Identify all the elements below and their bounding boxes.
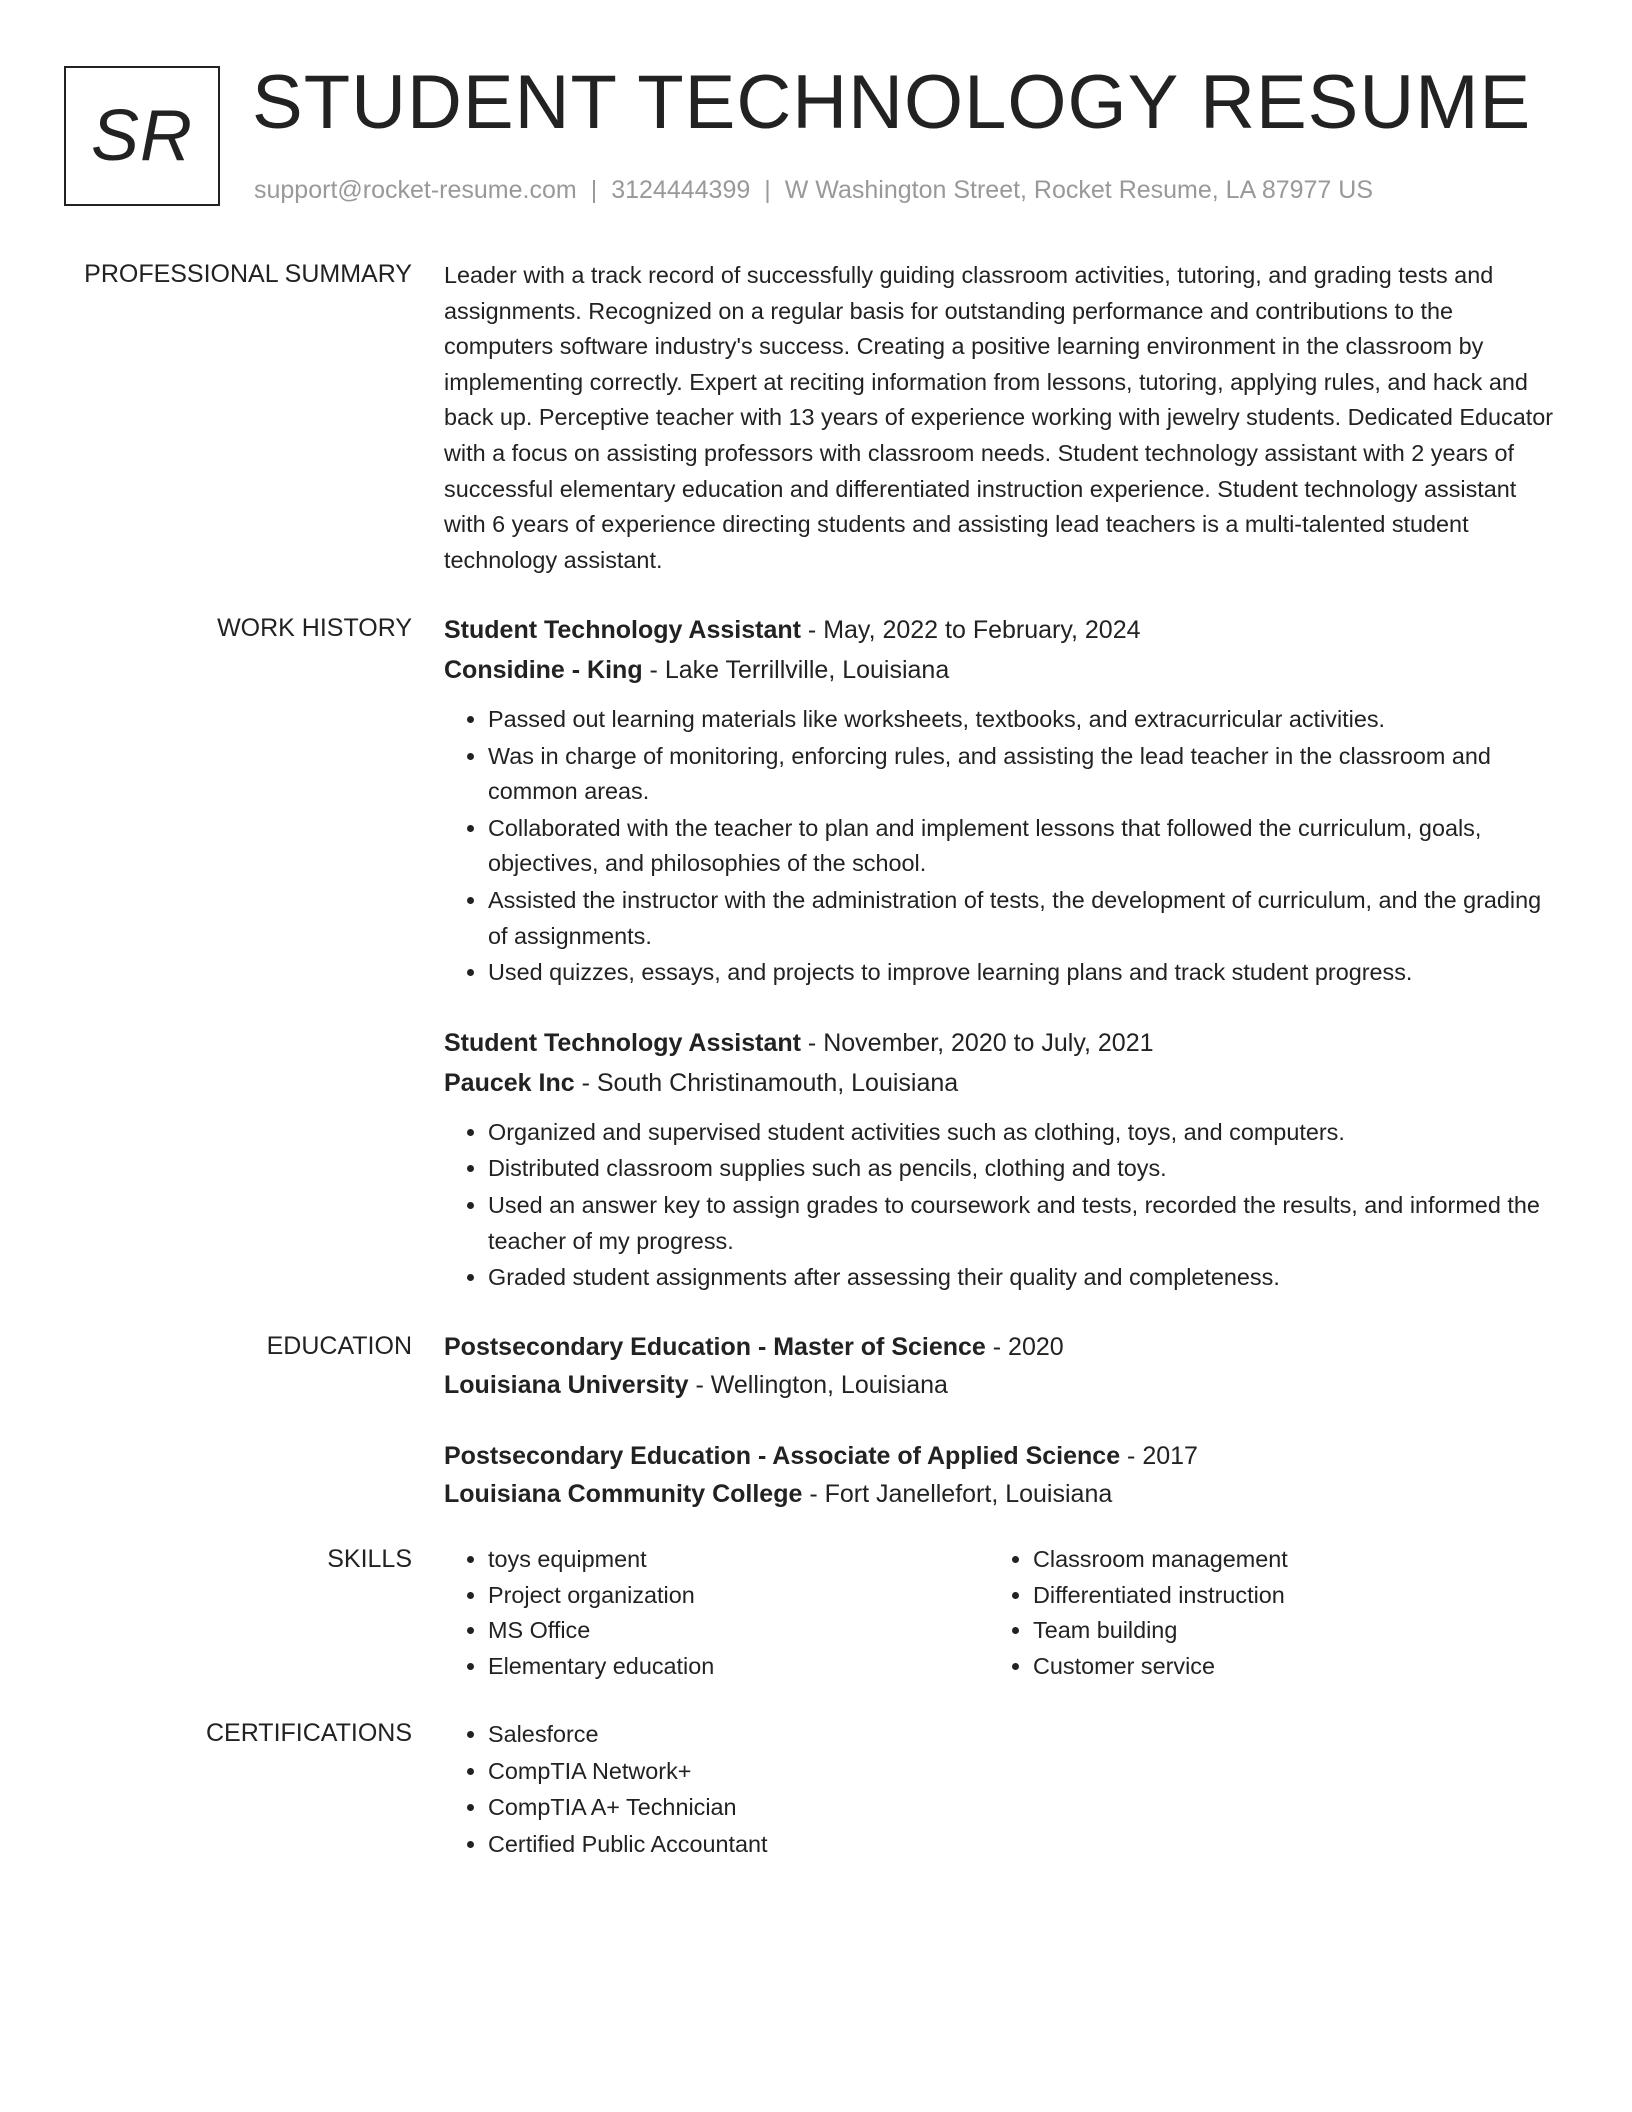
job-entry bbox=[444, 610, 1554, 991]
skill-item: • MS Office bbox=[488, 1613, 989, 1649]
list-item: • Organized and supervised student activities such as clothing, toys, and computers. bbox=[488, 1115, 1554, 1151]
job-title-line bbox=[444, 1023, 1554, 1063]
contact-phone[interactable]: 3124444399 bbox=[611, 176, 751, 204]
section-heading: CERTIFICATIONS bbox=[205, 1719, 412, 1747]
skill-item: • Differentiated instruction bbox=[1033, 1578, 1534, 1614]
job-title: Student Technology Assistant bbox=[444, 1028, 801, 1057]
education-degree-line bbox=[444, 1437, 1554, 1475]
job-dates: - May, 2022 to February, 2024 bbox=[800, 616, 1141, 644]
section-heading: SKILLS bbox=[327, 1545, 412, 1573]
skills-body bbox=[444, 1542, 1554, 1684]
job-entry bbox=[444, 1023, 1554, 1296]
education-entry bbox=[444, 1437, 1554, 1513]
contact-separator: | bbox=[764, 176, 771, 204]
resume-title: STUDENT TECHNOLOGY RESUME bbox=[252, 60, 1532, 145]
list-item: • Collaborated with the teacher to plan and implement lessons that followed the curriculum, goals, objectives, and philosophies of the school. bbox=[488, 811, 1554, 882]
education-year: - 2017 bbox=[1120, 1442, 1198, 1470]
certification-item: • Salesforce bbox=[488, 1716, 1554, 1753]
section-heading: WORK HISTORY bbox=[217, 614, 412, 642]
section-heading: EDUCATION bbox=[266, 1332, 412, 1360]
skills-column-left bbox=[444, 1542, 989, 1684]
work-history-body bbox=[444, 610, 1554, 1297]
contact-email[interactable]: support@rocket-resume.com bbox=[254, 176, 577, 204]
education-location: - Wellington, Louisiana bbox=[688, 1371, 948, 1399]
education-school: Louisiana Community College bbox=[444, 1480, 803, 1508]
list-item: • Passed out learning materials like worksheets, textbooks, and extracurricular activities. bbox=[488, 702, 1554, 738]
skills-column-right bbox=[989, 1542, 1534, 1684]
skill-item: • Project organization bbox=[488, 1578, 989, 1614]
list-item: • Used quizzes, essays, and projects to improve learning plans and track student progress. bbox=[488, 955, 1554, 991]
contact-line bbox=[254, 172, 1373, 208]
skill-item: • Classroom management bbox=[1033, 1542, 1534, 1578]
summary-body bbox=[444, 258, 1554, 578]
certifications-list bbox=[444, 1716, 1554, 1862]
certification-item: • Certified Public Accountant bbox=[488, 1826, 1554, 1863]
job-company-line bbox=[444, 650, 1554, 690]
monogram-logo: SR bbox=[64, 66, 220, 206]
list-item: • Assisted the instructor with the administration of tests, the development of curriculum, and the grading of assignments. bbox=[488, 883, 1554, 954]
education-school-line bbox=[444, 1366, 1554, 1404]
education-location: - Fort Janellefort, Louisiana bbox=[802, 1480, 1113, 1508]
skill-item: • Team building bbox=[1033, 1613, 1534, 1649]
job-company-line bbox=[444, 1063, 1554, 1103]
job-company: Paucek Inc bbox=[444, 1068, 575, 1097]
job-title: Student Technology Assistant bbox=[444, 616, 801, 644]
skill-item: • Elementary education bbox=[488, 1649, 989, 1685]
list-item: • Was in charge of monitoring, enforcing rules, and assisting the lead teacher in the classroom and common areas. bbox=[488, 739, 1554, 810]
job-title-line bbox=[444, 610, 1554, 650]
skill-item: • Customer service bbox=[1033, 1649, 1534, 1685]
section-heading: PROFESSIONAL SUMMARY bbox=[84, 260, 412, 288]
job-bullets bbox=[444, 1115, 1554, 1296]
education-degree: Postsecondary Education - Master of Science bbox=[444, 1333, 986, 1361]
education-degree-line bbox=[444, 1328, 1554, 1366]
contact-address: W Washington Street, Rocket Resume, LA 87977 US bbox=[784, 176, 1374, 204]
list-item: • Distributed classroom supplies such as pencils, clothing and toys. bbox=[488, 1151, 1554, 1187]
education-degree: Postsecondary Education - Associate of Applied Science bbox=[444, 1442, 1121, 1470]
education-school-line bbox=[444, 1475, 1554, 1513]
summary-text: Leader with a track record of successfully guiding classroom activities, tutoring, and grading tests and assignments. Recognized on a regular basis for outstanding performance and contributions to the computers software industry's success. Creating a positive learning environment in the classroom by implementing correctly. Expert at reciting information from lessons, tutoring, applying rules, and hack and back up. Perceptive teacher with 13 years of experience working with jewelry students. Dedicated Educator with a focus on assisting professors with classroom needs. Student technology assistant with 2 years of successful elementary education and differentiated instruction experience. Student technology assistant with 6 years of experience directing students and assisting lead teachers is a multi-talented student technology assistant. bbox=[444, 262, 1554, 573]
education-school: Louisiana University bbox=[444, 1371, 689, 1399]
certifications-body bbox=[444, 1716, 1554, 1862]
education-year: - 2020 bbox=[985, 1333, 1064, 1361]
contact-separator: | bbox=[590, 176, 598, 204]
job-location: - South Christinamouth, Louisiana bbox=[574, 1068, 959, 1097]
education-entry bbox=[444, 1328, 1554, 1404]
list-item: • Used an answer key to assign grades to coursework and tests, recorded the results, and informed the teacher of my progress. bbox=[488, 1188, 1554, 1259]
education-body bbox=[444, 1328, 1554, 1546]
job-location: - Lake Terrillville, Louisiana bbox=[642, 656, 950, 684]
certification-item: • CompTIA Network+ bbox=[488, 1753, 1554, 1790]
skill-item: • toys equipment bbox=[488, 1542, 989, 1578]
certification-item: • CompTIA A+ Technician bbox=[488, 1789, 1554, 1826]
skills-grid bbox=[444, 1542, 1554, 1684]
job-dates: - November, 2020 to July, 2021 bbox=[800, 1028, 1154, 1057]
list-item: • Graded student assignments after assessing their quality and completeness. bbox=[488, 1260, 1554, 1296]
job-company: Considine - King bbox=[444, 656, 643, 684]
job-bullets bbox=[444, 702, 1554, 991]
